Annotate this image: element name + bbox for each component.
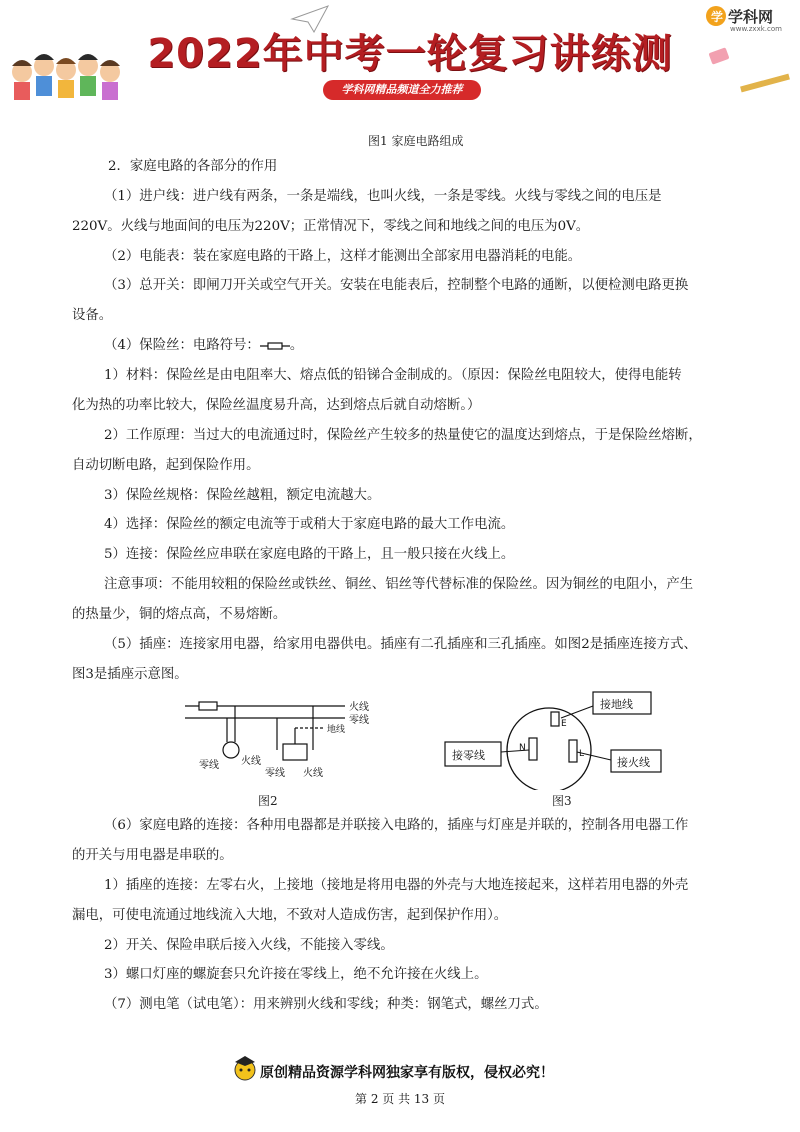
figure2-label: 火线 <box>303 768 323 779</box>
paragraph: 注意事项：不能用较粗的保险丝或铁丝、铜丝、铝丝等代替标准的保险丝。因为铜丝的电阻小，产生 <box>104 577 694 592</box>
paragraph: 1）插座的连接：左零右火，上接地（接地是将用电器的外壳与大地连接起来，这样若用电器的外壳 <box>104 878 689 893</box>
paragraph: 的开关与用电器是串联的。 <box>72 848 233 863</box>
paragraph: （5）插座：连接家用电器，给家用电器供电。插座有二孔插座和三孔插座。如图2是插座连接方式、 <box>104 637 697 652</box>
copyright-notice: 原创精品资源学科网独家享有版权，侵权必究！ <box>260 1065 554 1081</box>
fuse-period: 。 <box>289 338 304 353</box>
fuse-symbol-icon <box>260 340 290 352</box>
live-wire-label: 接火线 <box>617 756 650 769</box>
logo-url: www.zxxk.com <box>730 25 782 33</box>
paragraph-heading: 2．家庭电路的各部分的作用 <box>108 159 278 174</box>
figure2-label: 零线 <box>199 760 219 771</box>
socket-e-label: E <box>561 719 567 729</box>
figure2-label: 零线 <box>265 768 285 779</box>
cartoon-kids-icon <box>12 54 120 100</box>
paragraph: 4）选择：保险丝的额定电流等于或稍大于家庭电路的最大工作电流。 <box>104 517 515 532</box>
paragraph: 自动切断电路，起到保险作用。 <box>72 458 260 473</box>
paragraph: 漏电，可使电流通过地线流入大地，不致对人造成伤害，起到保护作用）。 <box>72 908 508 923</box>
xueke-logo-icon <box>705 5 727 27</box>
paragraph: 的热量少，铜的熔点高，不易熔断。 <box>72 607 287 622</box>
paragraph: 1）材料：保险丝是由电阻率大、熔点低的铅锑合金制成的。（原因：保险丝电阻较大，使得电能转 <box>104 368 682 383</box>
svg-text:学: 学 <box>711 10 724 24</box>
neutral-wire-label: 接零线 <box>452 749 485 762</box>
page-banner <box>0 0 800 112</box>
paragraph: （2）电能表：装在家庭电路的干路上，这样才能测出全部家用电器消耗的电能。 <box>104 249 582 264</box>
paragraph <box>104 331 766 361</box>
paragraph: （7）测电笔（试电笔）：用来辨别火线和零线；种类：钢笔式，螺丝刀式。 <box>104 997 548 1012</box>
paragraph: 3）螺口灯座的螺旋套只允许接在零线上，绝不允许接在火线上。 <box>104 967 488 982</box>
paragraph: 220V。火线与地面间的电压为220V；正常情况下，零线之间和地线之间的电压为0V。 <box>72 219 590 234</box>
socket-l-label: L <box>579 749 585 759</box>
page-number: 第 2 页 共 13 页 <box>355 1092 445 1106</box>
ground-wire-label: 接地线 <box>600 698 633 711</box>
paragraph: 图3是插座示意图。 <box>72 667 188 682</box>
figure3-caption: 图3 <box>552 794 572 808</box>
figure3-socket-diagram <box>443 690 663 790</box>
paragraph: （6）家庭电路的连接：各种用电器都是并联接入电路的，插座与灯座是并联的，控制各用电器工作 <box>104 818 689 833</box>
figure2-label: 火线 <box>241 756 261 767</box>
paragraph: 化为热的功率比较大，保险丝温度易升高，达到熔点后就自动熔断。） <box>72 398 481 413</box>
figure2-label: 火线 <box>349 702 369 713</box>
logo-text: 学科网 <box>728 8 774 26</box>
figure2-caption: 图2 <box>258 794 278 808</box>
paragraph: 2）工作原理：当过大的电流通过时，保险丝产生较多的热量使它的温度达到熔点，于是保险丝熔断， <box>104 428 702 443</box>
paragraph: 5）连接：保险丝应串联在家庭电路的干路上，且一般只接在火线上。 <box>104 547 515 562</box>
mascot-icon <box>232 1054 258 1084</box>
figure2-label: 地线 <box>327 725 346 735</box>
paragraph: 设备。 <box>72 308 113 323</box>
banner-subtitle: 学科网精品频道全力推荐 <box>323 80 481 100</box>
paragraph: 2）开关、保险串联后接入火线，不能接入零线。 <box>104 938 394 953</box>
figure1-caption: 图1 家庭电路组成 <box>368 134 464 148</box>
banner-title: 2022年中考一轮复习讲练测 <box>147 31 673 77</box>
figure2-circuit-diagram <box>185 698 385 788</box>
paragraph: （1）进户线：进户线有两条，一条是端线，也叫火线，一条是零线。火线与零线之间的电压是 <box>104 189 662 204</box>
paragraph: （3）总开关：即闸刀开关或空气开关。安装在电能表后，控制整个电路的通断，以便检测电路更换 <box>104 278 689 293</box>
fuse-line-text: （4）保险丝：电路符号： <box>104 338 260 353</box>
figure2-label: 零线 <box>349 715 369 726</box>
socket-n-label: N <box>519 743 526 753</box>
children-illustration <box>0 0 140 112</box>
paragraph: 3）保险丝规格：保险丝越粗，额定电流越大。 <box>104 488 381 503</box>
